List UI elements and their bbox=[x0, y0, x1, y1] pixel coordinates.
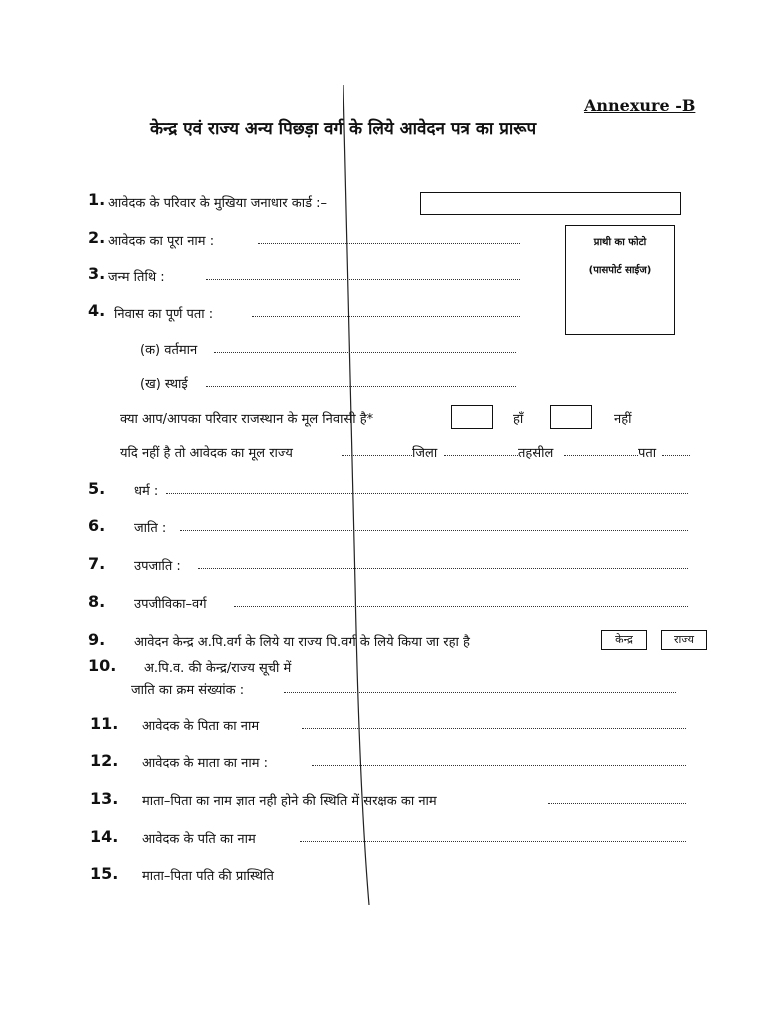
photo-box-size: (पासपोर्ट साईज) bbox=[588, 265, 652, 276]
item-number-3: 3. bbox=[88, 264, 106, 283]
current-address-label: (क) वर्तमान bbox=[140, 343, 198, 358]
jan-aadhaar-label: आवेदक के परिवार के मुखिया जनाधार कार्ड :– bbox=[108, 196, 328, 211]
husband-name-field[interactable] bbox=[300, 841, 686, 842]
full-name-label: आवेदक का पूरा नाम : bbox=[108, 234, 215, 249]
item-number-5: 5. bbox=[88, 479, 106, 498]
dob-label: जन्म तिथि : bbox=[108, 270, 165, 285]
item-number-6: 6. bbox=[88, 516, 106, 535]
item-number-2: 2. bbox=[88, 228, 106, 247]
district-label: जिला bbox=[412, 446, 438, 461]
item-number-9: 9. bbox=[88, 630, 106, 649]
status-label: माता–पिता पति की प्रास्थिति bbox=[142, 869, 274, 884]
item-number-8: 8. bbox=[88, 592, 106, 611]
mother-name-label: आवेदक के माता का नाम : bbox=[142, 756, 269, 771]
dob-field[interactable] bbox=[206, 279, 520, 280]
religion-label: धर्म : bbox=[134, 484, 159, 499]
occupation-label: उपजीविका–वर्ग bbox=[134, 597, 207, 612]
item-number-7: 7. bbox=[88, 554, 106, 573]
native-state-label: यदि नहीं है तो आवेदक का मूल राज्य bbox=[120, 446, 293, 461]
caste-label: जाति : bbox=[134, 521, 167, 536]
native-state-field[interactable] bbox=[342, 455, 412, 456]
caste-field[interactable] bbox=[180, 530, 688, 531]
tehsil-label: तहसील bbox=[518, 446, 554, 461]
paper-fold-line bbox=[343, 85, 373, 905]
item-number-15: 15. bbox=[90, 864, 119, 883]
form-title: केन्द्र एवं राज्य अन्य पिछड़ा वर्ग के लिये आवेदन पत्र का प्रारूप bbox=[150, 119, 537, 139]
item-number-1: 1. bbox=[88, 190, 106, 209]
caste-serial-field[interactable] bbox=[284, 692, 676, 693]
subcaste-field[interactable] bbox=[198, 568, 688, 569]
place-field[interactable] bbox=[662, 455, 690, 456]
native-yes-checkbox[interactable] bbox=[451, 405, 493, 429]
photo-box[interactable] bbox=[565, 225, 675, 335]
guardian-name-field[interactable] bbox=[548, 803, 686, 804]
item-number-11: 11. bbox=[90, 714, 119, 733]
item-number-12: 12. bbox=[90, 751, 119, 770]
application-type-label: आवेदन केन्द्र अ.पि.वर्ग के लिये या राज्य पि.वर्ग के लिये किया जा रहा है bbox=[134, 635, 470, 650]
address-field[interactable] bbox=[252, 316, 520, 317]
photo-box-title: प्राथी का फोटो bbox=[593, 237, 647, 248]
option-state[interactable]: राज्य bbox=[661, 630, 707, 650]
native-yes-label: हाँ bbox=[513, 412, 524, 427]
mother-name-field[interactable] bbox=[312, 765, 686, 766]
native-question: क्या आप/आपका परिवार राजस्थान के मूल निवासी है* bbox=[120, 412, 374, 427]
native-no-label: नहीं bbox=[614, 412, 632, 427]
husband-name-label: आवेदक के पति का नाम bbox=[142, 832, 256, 847]
annexure-label: Annexure -B bbox=[584, 96, 696, 115]
guardian-name-label: माता–पिता का नाम ज्ञात नही होने की स्थिति में सरक्षक का नाम bbox=[142, 794, 437, 809]
religion-field[interactable] bbox=[166, 493, 688, 494]
item-number-13: 13. bbox=[90, 789, 119, 808]
item-number-4: 4. bbox=[88, 301, 106, 320]
caste-list-label-2: जाति का क्रम संख्यांक : bbox=[131, 683, 245, 698]
address-label: निवास का पूर्ण पता : bbox=[114, 307, 214, 322]
jan-aadhaar-input[interactable] bbox=[420, 192, 681, 215]
subcaste-label: उपजाति : bbox=[134, 559, 181, 574]
full-name-field[interactable] bbox=[258, 243, 520, 244]
permanent-address-field[interactable] bbox=[206, 386, 516, 387]
option-centre[interactable]: केन्द्र bbox=[601, 630, 647, 650]
current-address-field[interactable] bbox=[214, 352, 516, 353]
tehsil-field[interactable] bbox=[564, 455, 638, 456]
father-name-label: आवेदक के पिता का नाम bbox=[142, 719, 260, 734]
permanent-address-label: (ख) स्थाई bbox=[140, 377, 188, 392]
native-no-checkbox[interactable] bbox=[550, 405, 592, 429]
occupation-field[interactable] bbox=[234, 606, 688, 607]
caste-list-label-1: अ.पि.व. की केन्द्र/राज्य सूची में bbox=[144, 661, 292, 676]
item-number-10: 10. bbox=[88, 656, 117, 675]
item-number-14: 14. bbox=[90, 827, 119, 846]
place-label: पता bbox=[638, 446, 657, 461]
father-name-field[interactable] bbox=[302, 728, 686, 729]
district-field[interactable] bbox=[444, 455, 518, 456]
